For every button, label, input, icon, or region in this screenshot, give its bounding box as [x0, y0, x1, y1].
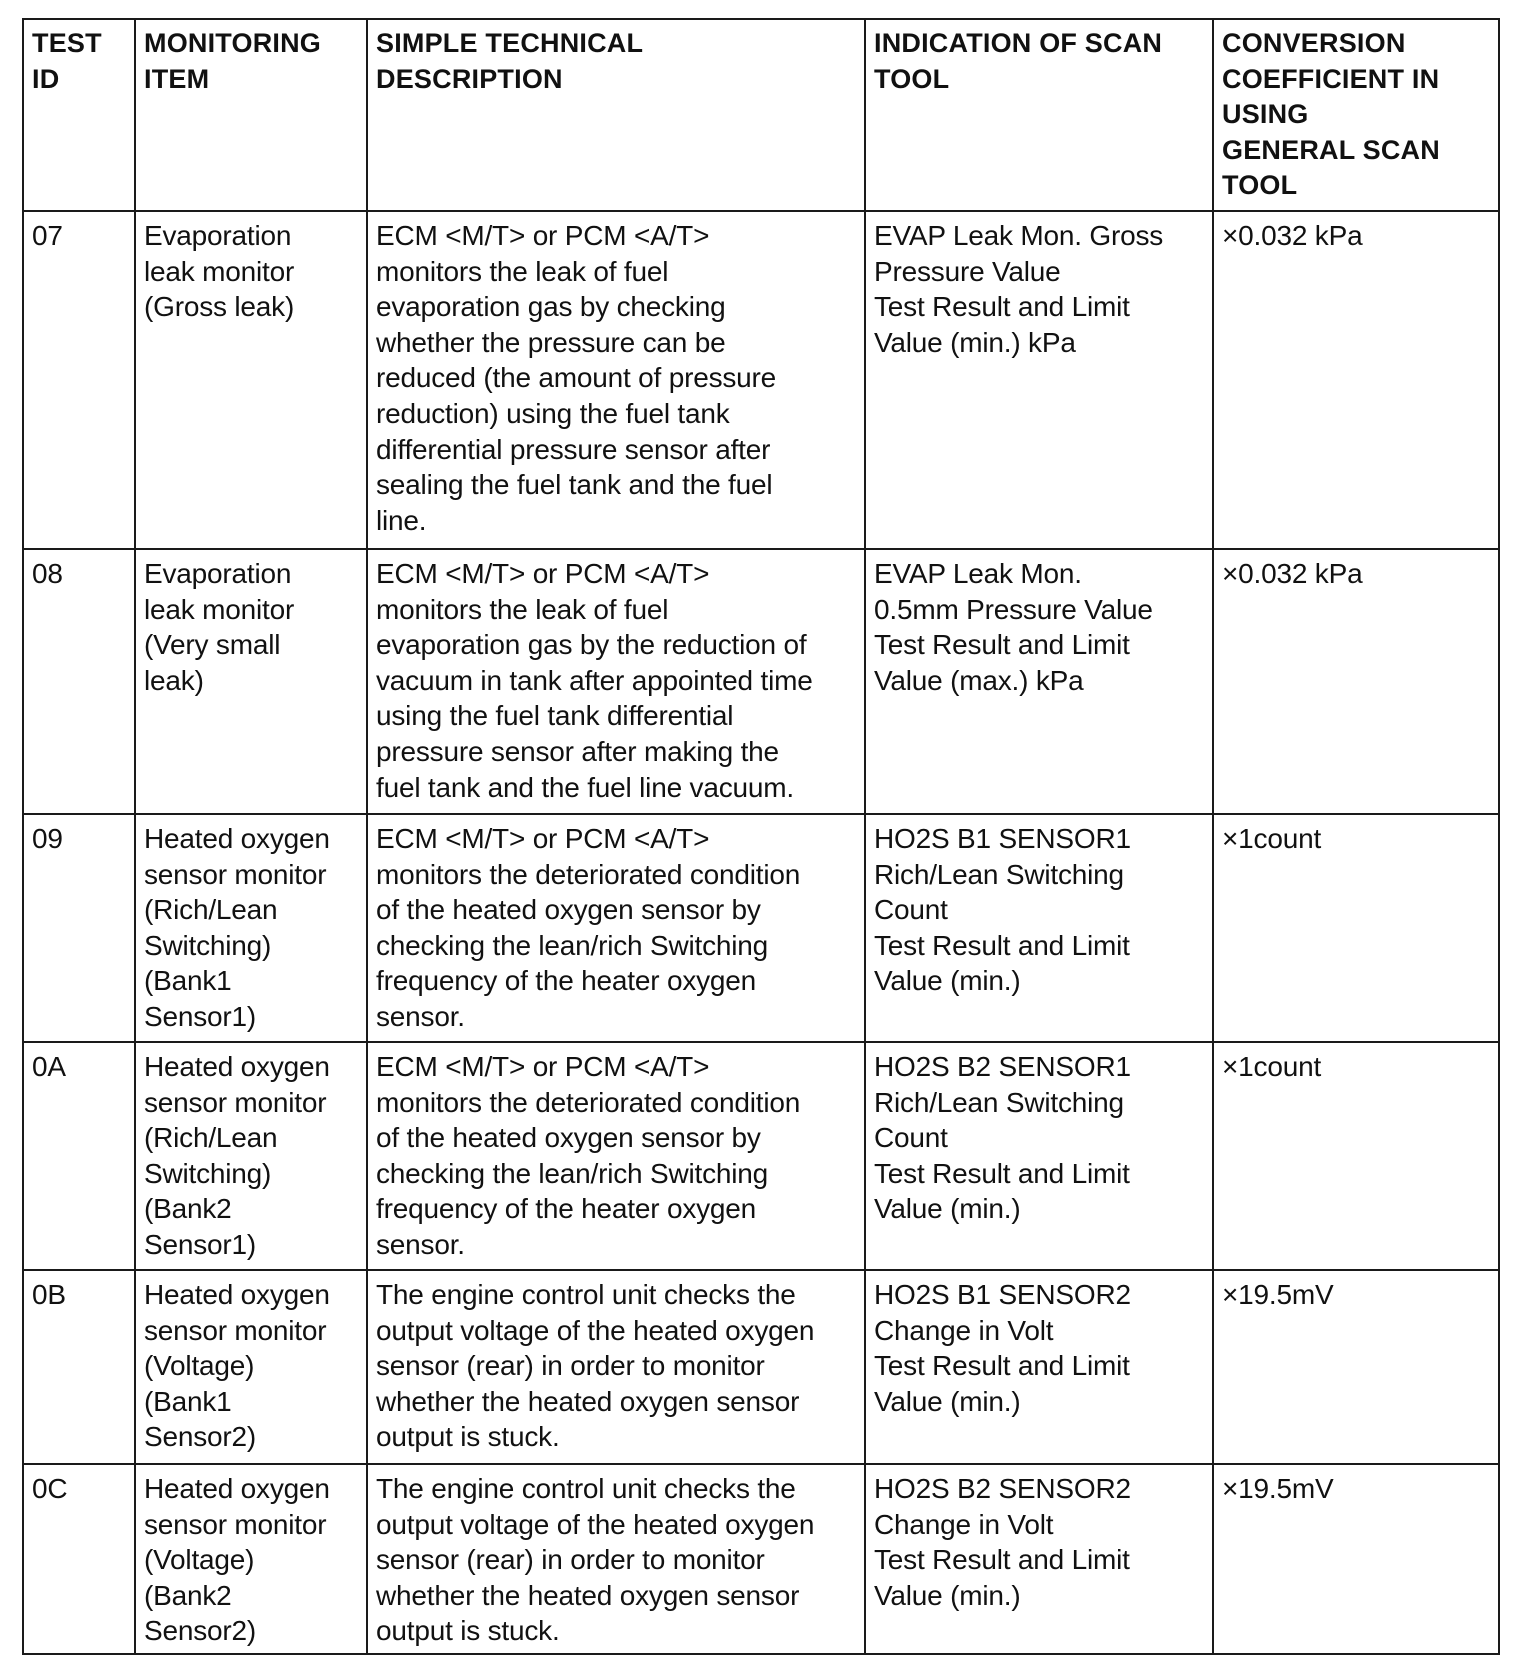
cell-scan-tool: HO2S B2 SENSOR1 Rich/Lean Switching Count Test Result and Limit Value (min.)	[865, 1042, 1213, 1270]
cell-monitoring-item: Heated oxygen sensor monitor (Rich/Lean Switching) (Bank1 Sensor1)	[135, 814, 367, 1042]
cell-monitoring-item: Evaporation leak monitor (Very small leak)	[135, 549, 367, 814]
table-row	[23, 1042, 1499, 1270]
cell-scan-tool: EVAP Leak Mon. 0.5mm Pressure Value Test Result and Limit Value (max.) kPa	[865, 549, 1213, 814]
cell-test-id: 07	[23, 211, 135, 549]
cell-description: ECM <M/T> or PCM <A/T> monitors the leak of fuel evaporation gas by checking whether the pressure can be reduced (the amount of pressure reduction) using the fuel tank differential pressure sensor after sealing the fuel tank and the fuel line.	[367, 211, 865, 549]
cell-scan-tool: HO2S B1 SENSOR1 Rich/Lean Switching Count Test Result and Limit Value (min.)	[865, 814, 1213, 1042]
cell-conversion: ×0.032 kPa	[1213, 211, 1499, 549]
table-header-row	[23, 19, 1499, 211]
header-test-id: TEST ID	[23, 19, 135, 211]
cell-test-id: 0C	[23, 1464, 135, 1654]
header-monitoring-item: MONITORING ITEM	[135, 19, 367, 211]
cell-description: ECM <M/T> or PCM <A/T> monitors the deteriorated condition of the heated oxygen sensor by checking the lean/rich Switching frequency of the heater oxygen sensor.	[367, 1042, 865, 1270]
cell-description: The engine control unit checks the output voltage of the heated oxygen sensor (rear) in order to monitor whether the heated oxygen sensor output is stuck.	[367, 1464, 865, 1654]
document-page	[22, 18, 1498, 1655]
header-conversion-coefficient: CONVERSION COEFFICIENT IN USING GENERAL SCAN TOOL	[1213, 19, 1499, 211]
cell-conversion: ×1count	[1213, 814, 1499, 1042]
cell-description: ECM <M/T> or PCM <A/T> monitors the leak of fuel evaporation gas by the reduction of vacuum in tank after appointed time using the fuel tank differential pressure sensor after making the fuel tank and the fuel line vacuum.	[367, 549, 865, 814]
cell-scan-tool: HO2S B1 SENSOR2 Change in Volt Test Result and Limit Value (min.)	[865, 1270, 1213, 1464]
cell-conversion: ×19.5mV	[1213, 1270, 1499, 1464]
cell-scan-tool: HO2S B2 SENSOR2 Change in Volt Test Result and Limit Value (min.)	[865, 1464, 1213, 1654]
cell-monitoring-item: Heated oxygen sensor monitor (Rich/Lean Switching) (Bank2 Sensor1)	[135, 1042, 367, 1270]
cell-conversion: ×19.5mV	[1213, 1464, 1499, 1654]
cell-monitoring-item: Evaporation leak monitor (Gross leak)	[135, 211, 367, 549]
cell-test-id: 0A	[23, 1042, 135, 1270]
cell-description: ECM <M/T> or PCM <A/T> monitors the deteriorated condition of the heated oxygen sensor by checking the lean/rich Switching frequency of the heater oxygen sensor.	[367, 814, 865, 1042]
header-technical-description: SIMPLE TECHNICAL DESCRIPTION	[367, 19, 865, 211]
cell-test-id: 09	[23, 814, 135, 1042]
cell-scan-tool: EVAP Leak Mon. Gross Pressure Value Test Result and Limit Value (min.) kPa	[865, 211, 1213, 549]
monitoring-test-table	[22, 18, 1500, 1655]
cell-description: The engine control unit checks the output voltage of the heated oxygen sensor (rear) in order to monitor whether the heated oxygen sensor output is stuck.	[367, 1270, 865, 1464]
cell-conversion: ×0.032 kPa	[1213, 549, 1499, 814]
cell-conversion: ×1count	[1213, 1042, 1499, 1270]
table-row	[23, 1270, 1499, 1464]
table-row	[23, 814, 1499, 1042]
table-row	[23, 211, 1499, 549]
cell-monitoring-item: Heated oxygen sensor monitor (Voltage) (Bank2 Sensor2)	[135, 1464, 367, 1654]
table-row	[23, 549, 1499, 814]
table-row	[23, 1464, 1499, 1654]
cell-test-id: 0B	[23, 1270, 135, 1464]
header-scan-tool-indication: INDICATION OF SCAN TOOL	[865, 19, 1213, 211]
cell-test-id: 08	[23, 549, 135, 814]
cell-monitoring-item: Heated oxygen sensor monitor (Voltage) (Bank1 Sensor2)	[135, 1270, 367, 1464]
